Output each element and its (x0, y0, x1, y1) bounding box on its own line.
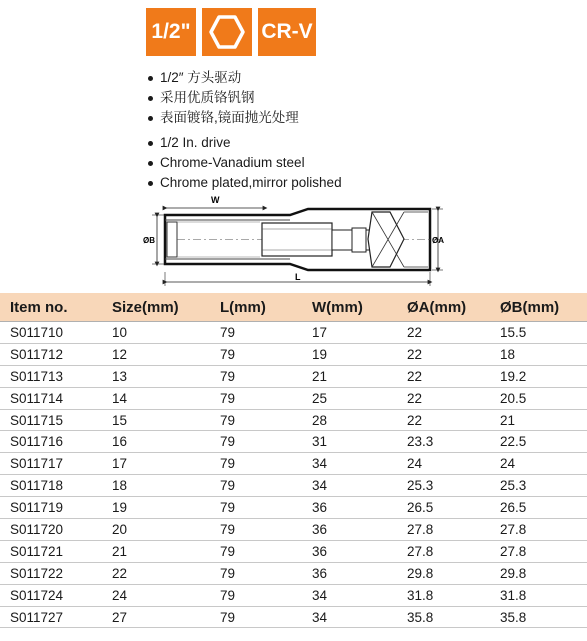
table-row (0, 475, 587, 497)
table-cell: 23.3 (397, 431, 490, 453)
table-cell: 22 (397, 343, 490, 365)
table-cell: 79 (210, 343, 302, 365)
table-cell: 79 (210, 606, 302, 628)
spec-badges (146, 8, 316, 56)
table-cell: S011718 (0, 475, 102, 497)
table-cell: 15.5 (490, 322, 587, 344)
oa-label: ØA (432, 236, 444, 245)
table-cell: 21 (102, 540, 210, 562)
bullet-icon (148, 116, 153, 121)
table-cell: 31.8 (490, 584, 587, 606)
table-body (0, 322, 587, 628)
socket-dimension-diagram (140, 190, 450, 290)
col-header: W(mm) (302, 293, 397, 322)
table-row (0, 606, 587, 628)
table-row (0, 540, 587, 562)
table-cell: 34 (302, 606, 397, 628)
table-cell: 79 (210, 431, 302, 453)
table-cell: S011710 (0, 322, 102, 344)
table-cell: S011714 (0, 387, 102, 409)
table-cell: 27.8 (397, 519, 490, 541)
feature-text: 1/2″ 方头驱动 (160, 70, 242, 85)
feature-text: Chrome-Vanadium steel (160, 155, 305, 170)
material-badge: CR-V (258, 8, 316, 56)
table-cell: 22 (397, 387, 490, 409)
table-cell: 27.8 (490, 540, 587, 562)
table-cell: 12 (102, 343, 210, 365)
feature-text: 采用优质铬钒钢 (160, 90, 255, 105)
features-english (148, 133, 342, 193)
bullet-icon (148, 96, 153, 101)
table-cell: 24 (102, 584, 210, 606)
table-cell: 29.8 (490, 562, 587, 584)
table-cell: 36 (302, 540, 397, 562)
table-row (0, 365, 587, 387)
table-row (0, 453, 587, 475)
table-cell: 79 (210, 519, 302, 541)
table-cell: S011727 (0, 606, 102, 628)
table-cell: 79 (210, 387, 302, 409)
table-cell: 31 (302, 431, 397, 453)
table-cell: 34 (302, 475, 397, 497)
table-cell: 79 (210, 562, 302, 584)
table-cell: 19 (302, 343, 397, 365)
feature-item (148, 108, 299, 128)
table-cell: S011724 (0, 584, 102, 606)
table-cell: S011721 (0, 540, 102, 562)
table-cell: 19.2 (490, 365, 587, 387)
table-cell: S011719 (0, 497, 102, 519)
col-header: ØA(mm) (397, 293, 490, 322)
table-row (0, 322, 587, 344)
table-cell: 35.8 (397, 606, 490, 628)
table-row (0, 562, 587, 584)
table-cell: 21 (302, 365, 397, 387)
table-cell: 18 (490, 343, 587, 365)
table-row (0, 584, 587, 606)
bullet-icon (148, 76, 153, 81)
table-cell: 25.3 (397, 475, 490, 497)
drive-size-badge: 1/2" (146, 8, 196, 56)
table-cell: 36 (302, 497, 397, 519)
table-cell: 79 (210, 584, 302, 606)
table-cell: S011720 (0, 519, 102, 541)
features-chinese (148, 68, 299, 128)
table-cell: 22 (397, 409, 490, 431)
table-cell: 36 (302, 519, 397, 541)
table-cell: 10 (102, 322, 210, 344)
feature-text: Chrome plated,mirror polished (160, 175, 342, 190)
feature-item (148, 153, 342, 173)
table-cell: 79 (210, 497, 302, 519)
col-header: Item no. (0, 293, 102, 322)
table-cell: 79 (210, 409, 302, 431)
table-cell: 18 (102, 475, 210, 497)
table-cell: 13 (102, 365, 210, 387)
table-cell: 26.5 (490, 497, 587, 519)
table-cell: 27.8 (490, 519, 587, 541)
table-cell: 79 (210, 475, 302, 497)
col-header: ØB(mm) (490, 293, 587, 322)
table-cell: 16 (102, 431, 210, 453)
table-cell: S011713 (0, 365, 102, 387)
table-cell: 22 (397, 365, 490, 387)
table-cell: 21 (490, 409, 587, 431)
table-cell: 31.8 (397, 584, 490, 606)
table-cell: S011717 (0, 453, 102, 475)
table-cell: 15 (102, 409, 210, 431)
table-cell: 25.3 (490, 475, 587, 497)
table-cell: S011715 (0, 409, 102, 431)
table-row (0, 409, 587, 431)
feature-item (148, 88, 299, 108)
table-cell: 79 (210, 322, 302, 344)
table-header-row (0, 293, 587, 322)
ob-label: ØB (143, 236, 155, 245)
w-label: W (211, 195, 220, 205)
table-cell: 20.5 (490, 387, 587, 409)
table-row (0, 497, 587, 519)
table-cell: 26.5 (397, 497, 490, 519)
table-cell: 36 (302, 562, 397, 584)
table-cell: 22 (102, 562, 210, 584)
table-row (0, 519, 587, 541)
col-header: L(mm) (210, 293, 302, 322)
table-cell: 25 (302, 387, 397, 409)
table-cell: 79 (210, 365, 302, 387)
table-cell: 27 (102, 606, 210, 628)
table-cell: 34 (302, 584, 397, 606)
bullet-icon (148, 141, 153, 146)
feature-text: 表面镀铬,镜面抛光处理 (160, 110, 299, 125)
table-row (0, 431, 587, 453)
table-cell: S011712 (0, 343, 102, 365)
table-cell: 79 (210, 453, 302, 475)
table-cell: 17 (302, 322, 397, 344)
bullet-icon (148, 181, 153, 186)
table-cell: 20 (102, 519, 210, 541)
table-cell: 28 (302, 409, 397, 431)
table-cell: 17 (102, 453, 210, 475)
table-cell: 14 (102, 387, 210, 409)
feature-item (148, 133, 342, 153)
table-cell: 27.8 (397, 540, 490, 562)
table-cell: 24 (397, 453, 490, 475)
table-cell: 24 (490, 453, 587, 475)
table-cell: 19 (102, 497, 210, 519)
col-header: Size(mm) (102, 293, 210, 322)
table-cell: S011722 (0, 562, 102, 584)
table-cell: 34 (302, 453, 397, 475)
hexagon-icon (202, 8, 252, 56)
table-row (0, 387, 587, 409)
spec-table (0, 293, 587, 628)
table-row (0, 343, 587, 365)
table-cell: 35.8 (490, 606, 587, 628)
table-cell: 22 (397, 322, 490, 344)
table-cell: 29.8 (397, 562, 490, 584)
bullet-icon (148, 161, 153, 166)
feature-item (148, 68, 299, 88)
table-cell: S011716 (0, 431, 102, 453)
l-label: L (295, 272, 301, 282)
feature-text: 1/2 In. drive (160, 135, 231, 150)
table-cell: 79 (210, 540, 302, 562)
table-cell: 22.5 (490, 431, 587, 453)
